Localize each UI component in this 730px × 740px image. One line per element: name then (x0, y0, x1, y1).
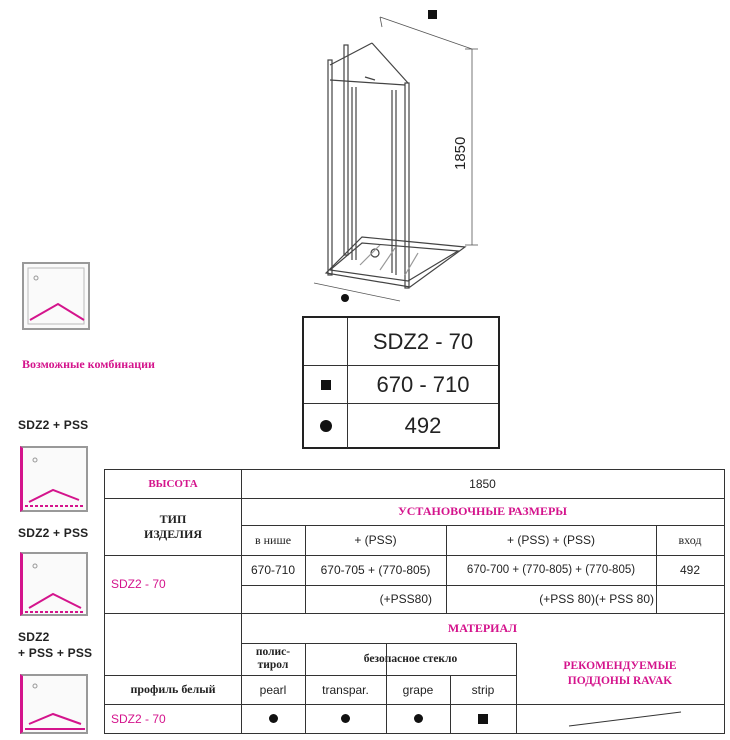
size-table-blank (304, 318, 348, 365)
spec-table (104, 469, 725, 734)
col-pss: + (PSS) (354, 533, 397, 547)
tray-line-icon (565, 708, 685, 730)
safety-glass-label: безопасное стекло (363, 653, 458, 665)
combo-thumbnail-3 (20, 674, 88, 734)
config-thumbnail (22, 262, 90, 330)
grape-dot-icon (414, 714, 423, 723)
pearl-dot-icon (269, 714, 278, 723)
model-name: SDZ2 - 70 (111, 577, 166, 591)
val-entry: 492 (679, 563, 701, 577)
install-sizes-header: УСТАНОВОЧНЫЕ РАЗМЕРЫ (397, 504, 568, 518)
col-pss-pss: + (PSS) + (PSS) (506, 533, 596, 547)
val-pss-pss: 670-700 + (770-805) + (770-805) (466, 564, 636, 576)
strip-square-icon (478, 714, 488, 724)
width-marker-square (428, 10, 437, 19)
transpar-dot-icon (341, 714, 350, 723)
recommended-trays: РЕКОМЕНДУЕМЫЕ ПОДДОНЫ RAVAK (563, 659, 677, 687)
combo-label-2: SDZ2 + PSS (18, 526, 89, 540)
square-icon (321, 380, 331, 390)
mat-grape: grape (402, 682, 434, 697)
combo-thumbnail-1 (20, 446, 88, 512)
entry-marker-circle (341, 294, 349, 302)
material-header: МАТЕРИАЛ (447, 620, 518, 635)
val-pss-pss-extra: (+PSS 80)(+ PSS 80) (539, 592, 654, 606)
mat-transpar: transpar. (322, 682, 369, 697)
val-niche: 670-710 (250, 563, 296, 577)
size-model: SDZ2 - 70 (372, 328, 474, 354)
combo-label-3-line1: SDZ2 (18, 630, 50, 644)
height-label: ВЫСОТА (148, 478, 198, 490)
col-niche: в нише (254, 532, 292, 547)
height-dimension-label: 1850 (452, 136, 469, 170)
height-value: 1850 (469, 477, 496, 491)
val-pss-extra: (+PSS80) (379, 592, 432, 606)
row-model: SDZ2 - 70 (111, 711, 166, 726)
val-pss: 670-705 + (770-805) (320, 563, 431, 577)
combo-label-1: SDZ2 + PSS (18, 418, 89, 432)
size-circle-value: 492 (404, 413, 442, 438)
circle-icon (320, 420, 332, 432)
polystyrene-label: полис- тирол (255, 646, 291, 671)
type-label: ТИП ИЗДЕЛИЯ (144, 511, 202, 541)
size-table (302, 316, 500, 449)
profile-white-label: профиль белый (130, 682, 216, 696)
combo-label-3-line2: + PSS + PSS (18, 646, 93, 660)
size-square-value: 670 - 710 (376, 372, 470, 397)
col-entry: вход (678, 532, 702, 547)
combo-thumbnail-2 (20, 552, 88, 616)
mat-pearl: pearl (259, 682, 287, 697)
mat-strip: strip (471, 682, 495, 697)
combinations-title: Возможные комбинации (22, 357, 155, 371)
